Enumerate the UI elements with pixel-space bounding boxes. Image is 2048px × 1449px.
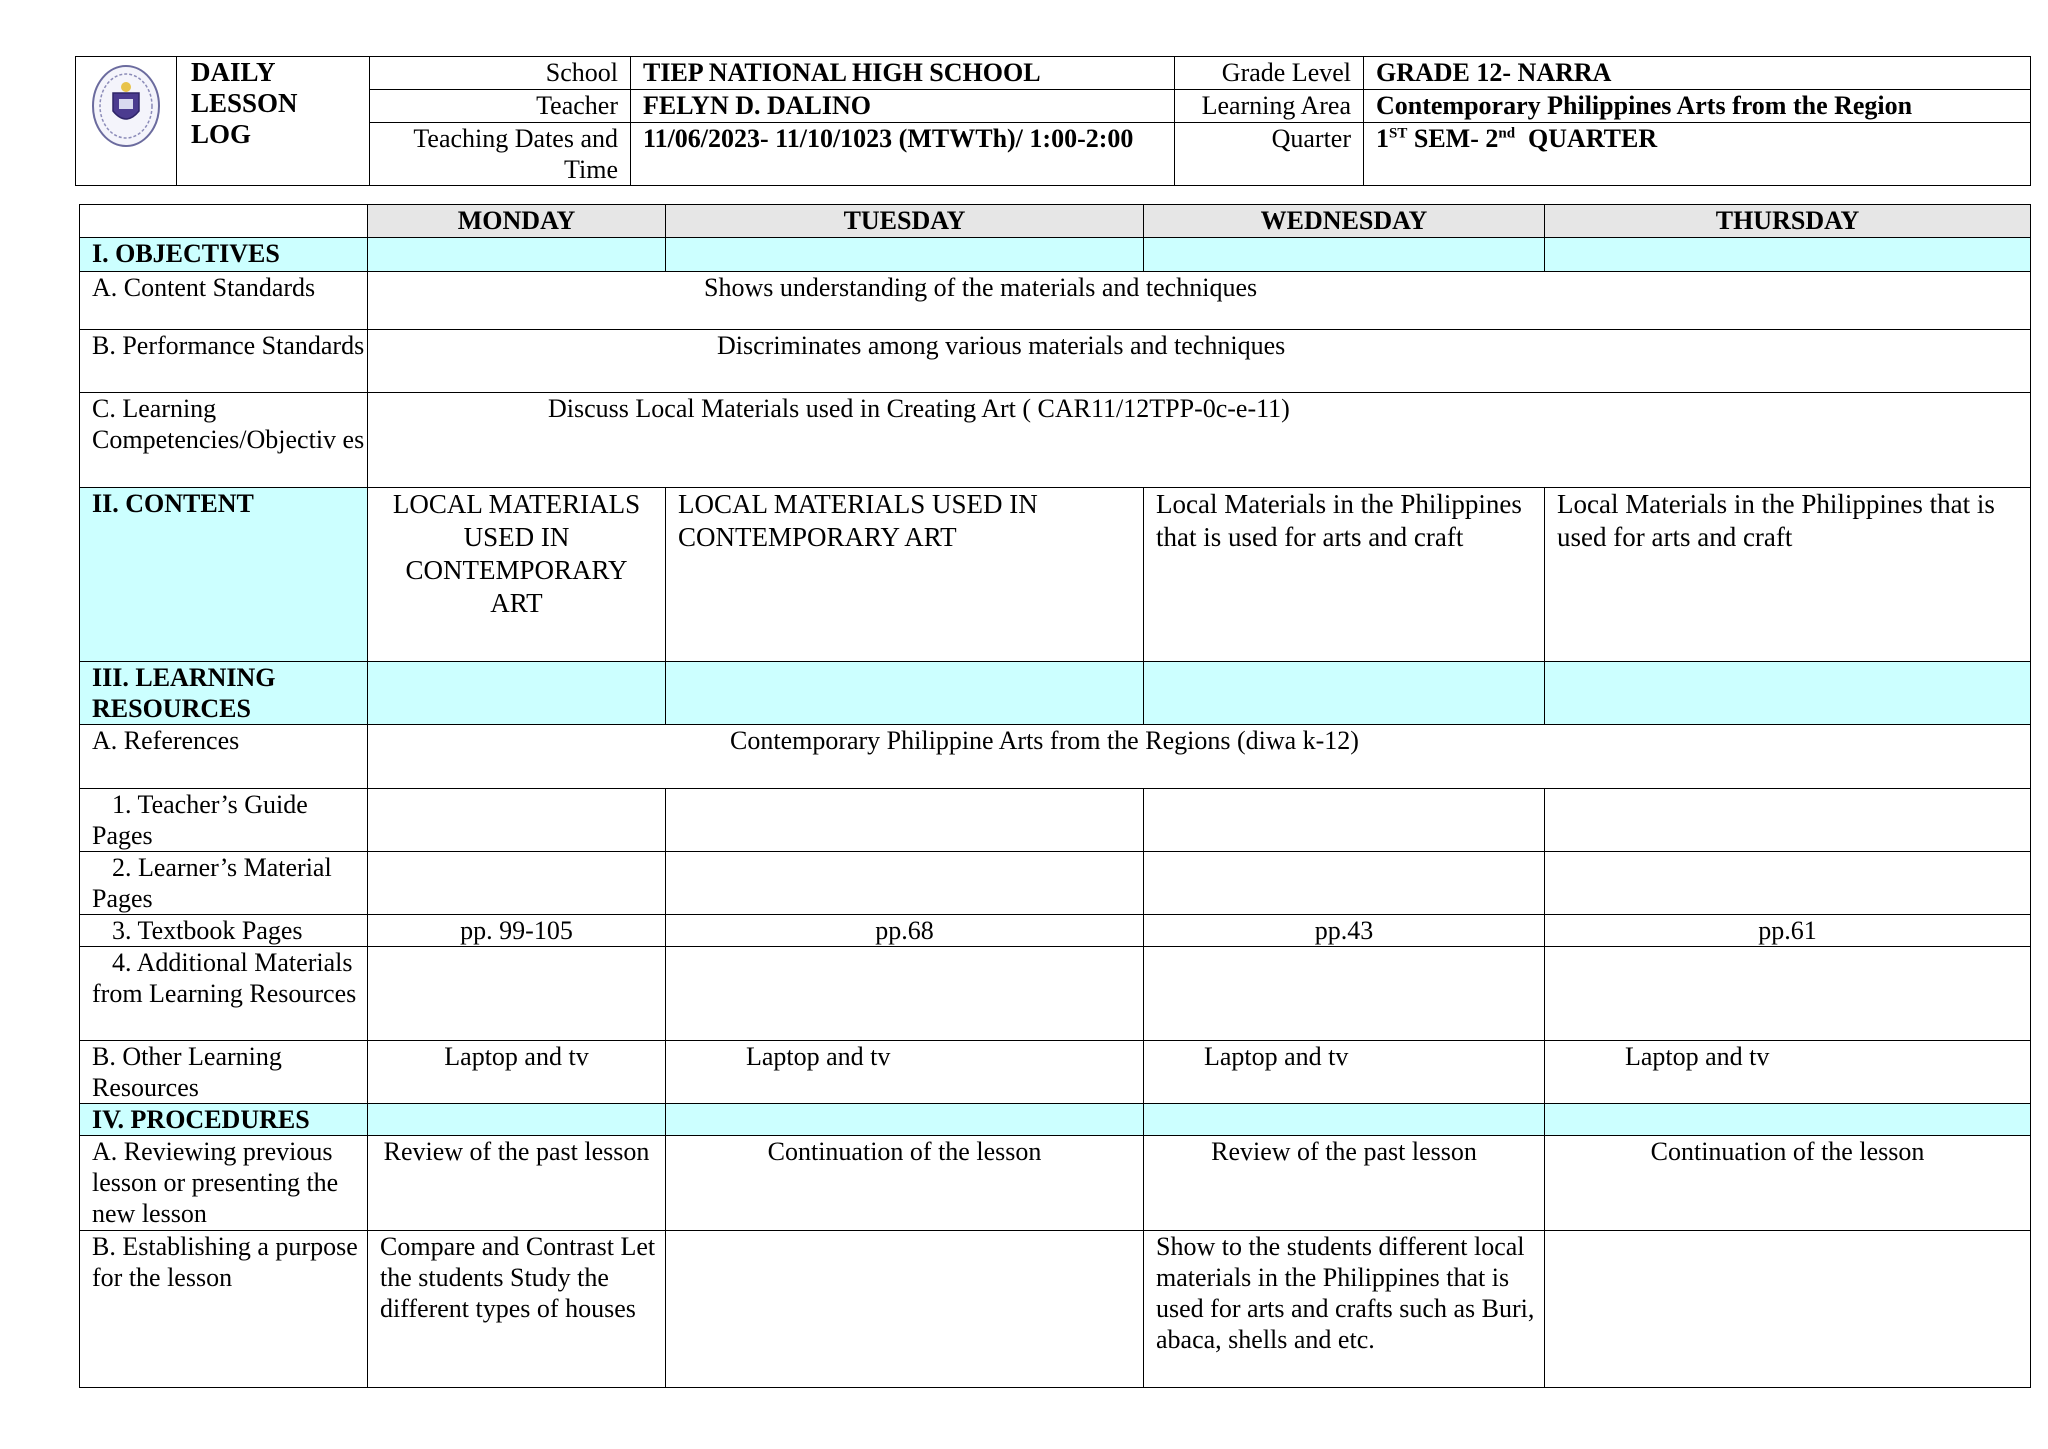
deped-seal-icon: [89, 61, 163, 151]
title-line-3: LOG: [191, 119, 252, 149]
content-standards-label: A. Content Standards: [80, 272, 368, 330]
empty-cell: [1144, 852, 1545, 915]
learning-competencies-row: [80, 393, 2031, 488]
performance-standards-row: [80, 330, 2031, 393]
empty-cell: [666, 852, 1144, 915]
procedures-heading-row: [80, 1104, 2031, 1136]
teachers-guide-label: 1. Teacher’s Guide Pages: [80, 789, 368, 852]
textbook-pages-label: 3. Textbook Pages: [80, 915, 368, 947]
content-heading: II. CONTENT: [80, 488, 368, 662]
school-label: School: [370, 57, 631, 90]
grade-level-value: GRADE 12- NARRA: [1364, 57, 2031, 90]
learning-competencies-label: C. Learning Competencies/Objectiv es: [80, 393, 368, 488]
empty-cell: [1545, 852, 2031, 915]
reviewing-tuesday: Continuation of the lesson: [666, 1136, 1144, 1231]
section-fill: [1545, 1104, 2031, 1136]
daily-lesson-log-title: [177, 57, 370, 186]
teaching-dates-label: Teaching Dates and Time: [370, 123, 631, 186]
day-wednesday: WEDNESDAY: [1144, 205, 1545, 238]
section-fill: [1545, 662, 2031, 725]
content-standards-text: Shows understanding of the materials and techniques: [368, 272, 2031, 330]
other-resources-row: [80, 1041, 2031, 1104]
content-standards-row: [80, 272, 2031, 330]
section-fill: [1144, 238, 1545, 272]
section-fill: [1545, 238, 2031, 272]
quarter-label: Quarter: [1175, 123, 1364, 186]
section-fill: [368, 1104, 666, 1136]
learners-material-label: 2. Learner’s Material Pages: [80, 852, 368, 915]
section-fill: [666, 238, 1144, 272]
empty-cell: [1144, 947, 1545, 1041]
references-text: Contemporary Philippine Arts from the Regions (diwa k-12): [368, 725, 2031, 789]
objectives-heading-row: [80, 238, 2031, 272]
teacher-value: FELYN D. DALINO: [631, 90, 1175, 123]
empty-cell: [666, 789, 1144, 852]
section-fill: [368, 662, 666, 725]
school-value: TIEP NATIONAL HIGH SCHOOL: [631, 57, 1175, 90]
reviewing-monday: Review of the past lesson: [368, 1136, 666, 1231]
empty-cell: [666, 1231, 1144, 1388]
purpose-wednesday: Show to the students different local materials in the Philippines that is used for arts and crafts such as Buri, abaca, shells and etc.: [1144, 1231, 1545, 1388]
title-line-1: DAILY: [191, 57, 276, 87]
performance-standards-text: Discriminates among various materials and techniques: [368, 330, 2031, 393]
teacher-label: Teacher: [370, 90, 631, 123]
day-tuesday: TUESDAY: [666, 205, 1144, 238]
textbook-pages-monday: pp. 99-105: [368, 915, 666, 947]
day-monday: MONDAY: [368, 205, 666, 238]
section-fill: [666, 1104, 1144, 1136]
textbook-pages-wednesday: pp.43: [1144, 915, 1545, 947]
performance-standards-label: B. Performance Standards: [80, 330, 368, 393]
reviewing-row: [80, 1136, 2031, 1231]
content-wednesday: Local Materials in the Philippines that is used for arts and craft: [1144, 488, 1545, 662]
purpose-label: B. Establishing a purpose for the lesson: [80, 1231, 368, 1388]
day-header-row: [80, 205, 2031, 238]
section-fill: [1144, 1104, 1545, 1136]
resources-heading-row: [80, 662, 2031, 725]
learning-area-label: Learning Area: [1175, 90, 1364, 123]
header-table: [75, 56, 2031, 186]
empty-cell: [1545, 1231, 2031, 1388]
additional-materials-row: [80, 947, 2031, 1041]
teachers-guide-row: [80, 789, 2031, 852]
procedures-heading: IV. PROCEDURES: [80, 1104, 368, 1136]
learners-material-row: [80, 852, 2031, 915]
reviewing-thursday: Continuation of the lesson: [1545, 1136, 2031, 1231]
section-fill: [368, 238, 666, 272]
empty-cell: [368, 947, 666, 1041]
title-line-2: LESSON: [191, 88, 298, 118]
reviewing-wednesday: Review of the past lesson: [1144, 1136, 1545, 1231]
empty-cell: [1545, 789, 2031, 852]
learning-area-value: Contemporary Philippines Arts from the Region: [1364, 90, 2031, 123]
references-row: [80, 725, 2031, 789]
additional-materials-label: 4. Additional Materials from Learning Resources: [80, 947, 368, 1041]
purpose-monday: Compare and Contrast Let the students Study the different types of houses: [368, 1231, 666, 1388]
blank-header-cell: [80, 205, 368, 238]
references-label: A. References: [80, 725, 368, 789]
objectives-heading: I. OBJECTIVES: [80, 238, 368, 272]
textbook-pages-tuesday: pp.68: [666, 915, 1144, 947]
other-resources-tuesday: Laptop and tv: [666, 1041, 1144, 1104]
empty-cell: [1545, 947, 2031, 1041]
empty-cell: [368, 852, 666, 915]
learning-competencies-text: Discuss Local Materials used in Creating Art ( CAR11/12TPP-0c-e-11): [368, 393, 2031, 488]
grade-level-label: Grade Level: [1175, 57, 1364, 90]
textbook-pages-thursday: pp.61: [1545, 915, 2031, 947]
section-fill: [666, 662, 1144, 725]
deped-seal-cell: [76, 57, 177, 186]
textbook-pages-row: [80, 915, 2031, 947]
quarter-value: 1ST SEM- 2nd QUARTER: [1364, 123, 2031, 186]
content-tuesday: LOCAL MATERIALS USED IN CONTEMPORARY ART: [666, 488, 1144, 662]
other-resources-monday: Laptop and tv: [368, 1041, 666, 1104]
resources-heading: III. LEARNING RESOURCES: [80, 662, 368, 725]
empty-cell: [666, 947, 1144, 1041]
other-resources-thursday: Laptop and tv: [1545, 1041, 2031, 1104]
other-resources-label: B. Other Learning Resources: [80, 1041, 368, 1104]
reviewing-label: A. Reviewing previous lesson or presenting the new lesson: [80, 1136, 368, 1231]
empty-cell: [1144, 789, 1545, 852]
content-monday: LOCAL MATERIALS USED IN CONTEMPORARY ART: [368, 488, 666, 662]
other-resources-wednesday: Laptop and tv: [1144, 1041, 1545, 1104]
lesson-log-table: [79, 204, 2031, 1388]
section-fill: [1144, 662, 1545, 725]
content-row: [80, 488, 2031, 662]
teaching-dates-value: 11/06/2023- 11/10/1023 (MTWTh)/ 1:00-2:00: [631, 123, 1175, 186]
purpose-row: [80, 1231, 2031, 1388]
content-thursday: Local Materials in the Philippines that is used for arts and craft: [1545, 488, 2031, 662]
day-thursday: THURSDAY: [1545, 205, 2031, 238]
empty-cell: [368, 789, 666, 852]
